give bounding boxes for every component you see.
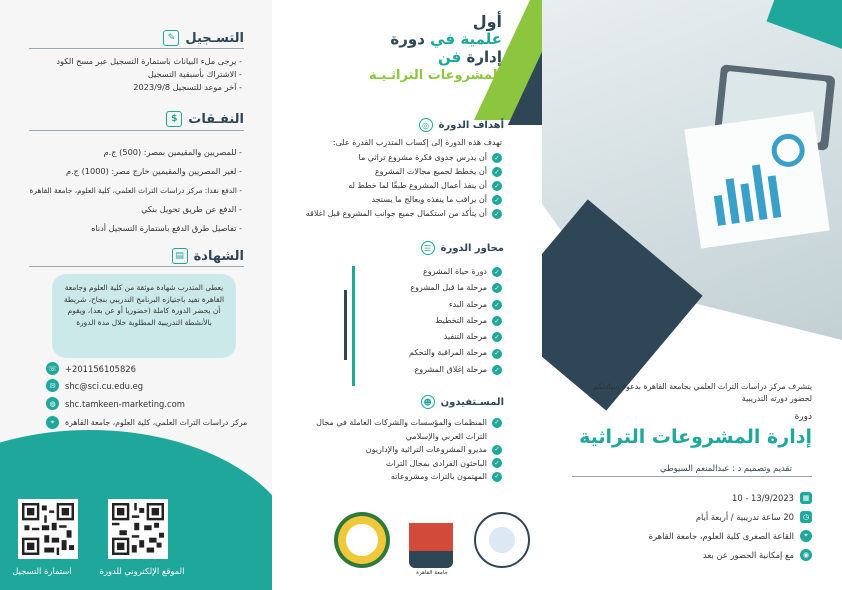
phone-contact[interactable]: ☏ +201156105826 [46, 362, 136, 375]
detail-date: ▦ 10 - 13/9/2023 [649, 488, 812, 507]
location-pin-icon: ⌖ [800, 530, 812, 542]
target-icon: ◎ [419, 118, 433, 132]
list-item: - للمصريين والمقيمين بمصر: (500) ج.م [103, 147, 242, 157]
check-icon: ✓ [492, 332, 502, 342]
hero-title-line: إدارة فن [437, 48, 502, 66]
location-pin-icon: ⌖ [46, 416, 59, 429]
qr-code-icon [22, 503, 74, 555]
list-item: ✓ الباحثون الفرادى بمجال التراث [316, 457, 502, 471]
sponsor-text: يتشرف مركز دراسات التراث العلمي بجامعة القاهرة بدعوة سيادتكم لحضور دورته التدريبية [593, 382, 812, 403]
certificate-icon: ▤ [172, 248, 188, 264]
list-item: - آخر موعد للتسجيل 2023/9/8 [133, 82, 242, 92]
calendar-icon: ▦ [800, 492, 812, 504]
registration-list [22, 55, 242, 94]
list-item: ✓ أن يخطط لجميع مجالات المشروع [306, 165, 502, 179]
list-item: ✓ أن ينفذ أعمال المشروع طبقًا لما خطط له [306, 179, 502, 193]
list-item: ✓ مرحلة التنفيذ [409, 329, 502, 345]
heritage-center-logo-icon [474, 512, 530, 568]
check-icon: ✓ [492, 445, 502, 455]
certificate-text: يعطى المتدرب شهادة موثقة من كلية العلوم وجامعة القاهرة تفيد باجتيازه البرنامج التدريبي بنجاح، شريطة أن يحضر الدورة كاملة (حضوريا أو عن بعد)، ويقوم بالأنشطة التدريبية المطلوبة خلال مدة الدورة [52, 274, 236, 358]
list-item: - الدفع نقدا: مركز دراسات التراث العلمي، كلية العلوم، جامعة القاهرة [29, 186, 242, 195]
course-title: إدارة المشروعات التراثية [579, 426, 812, 448]
website-contact[interactable]: ◍ shc.tamkeen-marketing.com [46, 397, 185, 410]
list-item: ✓ أن يتأكد من استكمال جميع جوانب المشروع قبل اغلاقه [306, 207, 502, 221]
clock-icon: ◷ [800, 511, 812, 523]
list-item: ✓ مرحلة المراقبة والتحكم [409, 345, 502, 361]
detail-remote: ◉ مع إمكانية الحضور عن بعد [649, 545, 812, 564]
check-icon: ✓ [492, 472, 502, 482]
axes-heading: محاور الدورة ☰ [421, 241, 504, 255]
list-item: - يرجى ملء البيانات باستمارة التسجيل عبر مسح الكود [56, 56, 242, 66]
divider [29, 266, 244, 267]
detail-duration: ◷ 20 ساعة تدريبية / أربعة أيام [649, 507, 812, 526]
list-item: ✓ أن يدرس جدوى فكرة مشروع تراثي ما [306, 151, 502, 165]
axes-list [409, 264, 502, 378]
hero-title-line: علمية في دورة [390, 30, 502, 48]
qr-form-label: استمارة التسجيل [12, 566, 72, 576]
phone-icon: ☏ [46, 362, 59, 375]
registration-heading: التسـجيل ✎ [163, 30, 244, 46]
list-item: التراث العربي والإسلامي [405, 431, 487, 441]
left-panel [0, 0, 272, 590]
divider [29, 130, 244, 131]
qr-registration-form[interactable] [18, 499, 78, 559]
check-icon: ✓ [492, 195, 502, 205]
topics-icon: ☰ [421, 241, 435, 255]
email-contact[interactable]: ✉ shc@sci.cu.edu.eg [46, 379, 143, 392]
course-details [649, 488, 812, 564]
list-item: - لغير المصريين والمقيمين خارج مصر: (1000) ج.م [66, 166, 242, 176]
cairo-university-logo-icon [409, 512, 453, 568]
detail-location: ⌖ القاعة الصغرى كلية العلوم، جامعة القاهرة [649, 526, 812, 545]
list-item: ✓ دورة حياة المشروع [409, 264, 502, 280]
list-item: ✓ مرحلة ما قبل المشروع [409, 280, 502, 296]
qr-course-website[interactable] [108, 499, 168, 559]
remote-icon: ◉ [800, 549, 812, 561]
check-icon: ✓ [492, 267, 502, 277]
list-item: ✓ المهتمون بالتراث ومشروعاته [316, 470, 502, 484]
course-label: دورة [794, 412, 812, 422]
list-item: ✓ مديرو المشروعات التراثية والإداريون [316, 443, 502, 457]
certificate-heading: الشهادة ▤ [172, 248, 244, 264]
divider [572, 476, 812, 477]
decorative-bar [352, 266, 355, 386]
money-icon: $ [166, 111, 182, 127]
objectives-heading: أهداف الدورة ◎ [419, 118, 505, 132]
middle-panel [272, 0, 542, 590]
document-chart-icon [684, 112, 829, 249]
list-item: - الدفع عن طريق تحويل بنكي [141, 204, 242, 214]
check-icon: ✓ [492, 300, 502, 310]
check-icon: ✓ [492, 209, 502, 219]
check-icon: ✓ [492, 181, 502, 191]
qr-site-label: الموقع الإلكتروني للدورة [99, 566, 185, 576]
faculty-logo-icon [334, 512, 390, 568]
hero-title-line: أول [472, 12, 502, 31]
objectives-intro: تهدف هذه الدورة إلى إكساب المتدرب القدرة على: [332, 138, 502, 147]
check-icon: ✓ [492, 316, 502, 326]
check-icon: ✓ [492, 458, 502, 468]
people-icon: ☻ [421, 395, 435, 409]
divider [29, 48, 244, 49]
list-item: ✓ أن يراقب ما ينفذه ويعالج ما يستجد [306, 193, 502, 207]
list-item: ✓ المنظمات والمؤسسات والشركات العاملة في مجال [316, 416, 502, 430]
hero-title-line: المشروعات التراثـيـة [369, 68, 502, 83]
beneficiaries-heading: المسـتفيدون ☻ [421, 395, 504, 409]
list-item: - الاشتراك بأسبقية التسجيل [147, 69, 242, 79]
decorative-bar [344, 290, 347, 360]
objectives-list [306, 151, 502, 221]
course-author: تقديم وتصميم د : عبدالمنعم السيوطي [660, 463, 792, 473]
address-contact: ⌖ مركز دراسات التراث العلمي، كلية العلوم، جامعة القاهرة [46, 416, 247, 429]
qr-code-icon [112, 503, 164, 555]
check-icon: ✓ [492, 153, 502, 163]
right-panel [542, 0, 842, 590]
list-item: - تفاصيل طرق الدفع باستمارة التسجيل أدناه [91, 223, 242, 233]
check-icon: ✓ [492, 349, 502, 359]
logo-caption: جامعة القاهرة [416, 570, 448, 576]
check-icon: ✓ [492, 418, 502, 428]
check-icon: ✓ [492, 365, 502, 375]
check-icon: ✓ [492, 283, 502, 293]
registration-icon: ✎ [163, 30, 179, 46]
check-icon: ✓ [492, 167, 502, 177]
fees-list [22, 143, 242, 238]
beneficiaries-list [316, 416, 502, 484]
email-icon: ✉ [46, 379, 59, 392]
fees-heading: النفـقات $ [166, 111, 244, 127]
list-item: ✓ مرحلة البدء [409, 297, 502, 313]
globe-icon: ◍ [46, 397, 59, 410]
list-item: ✓ مرحلة التخطيط [409, 313, 502, 329]
list-item: ✓ مرحلة إغلاق المشروع [409, 362, 502, 378]
